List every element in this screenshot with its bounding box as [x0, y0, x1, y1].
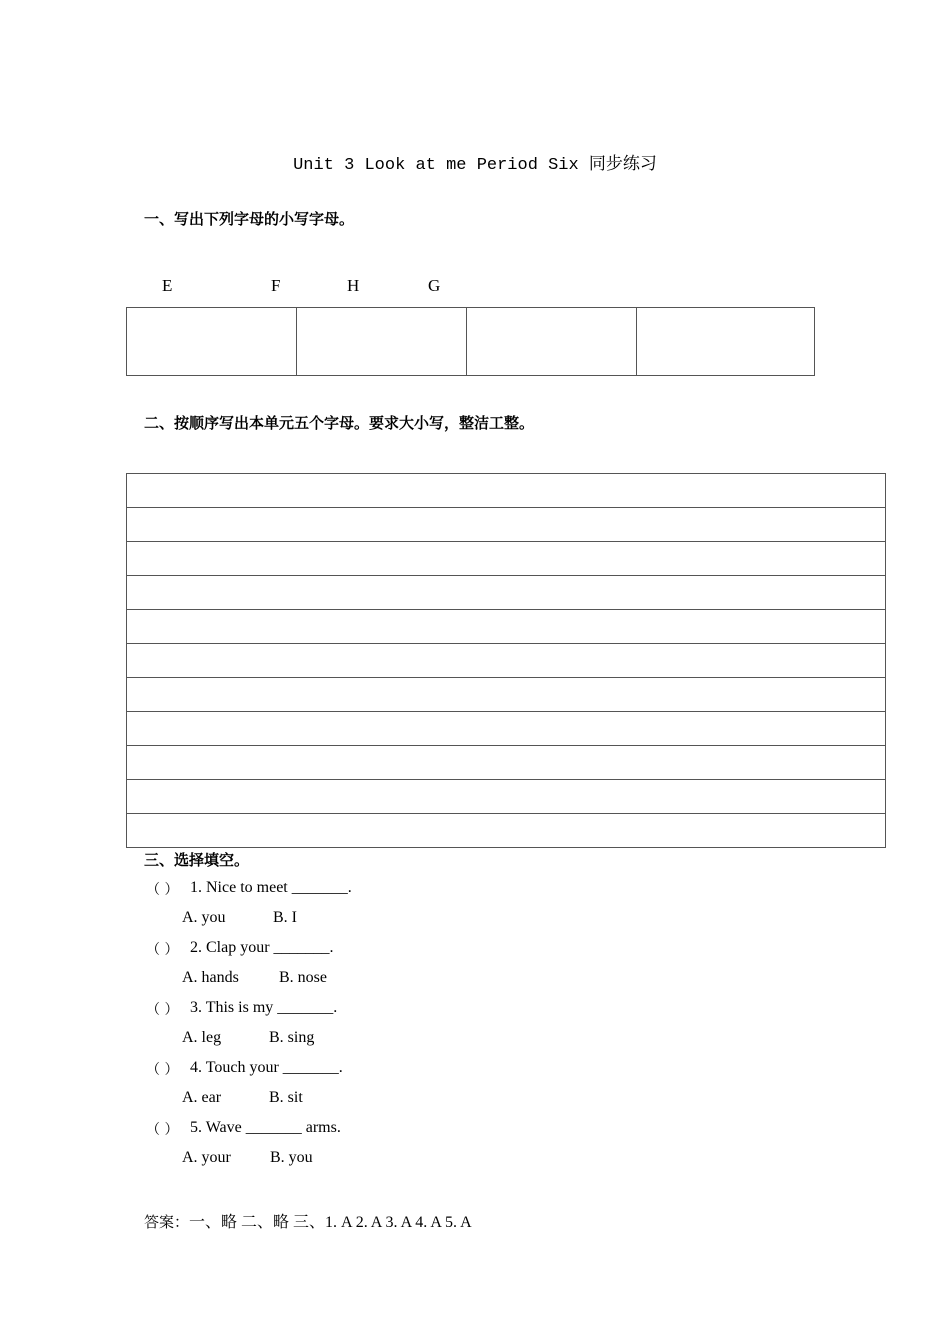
section2-heading: 二、按顺序写出本单元五个字母。要求大小写，整洁工整。 — [144, 414, 535, 432]
writing-line[interactable] — [126, 474, 886, 508]
writing-line[interactable] — [126, 780, 886, 814]
writing-line[interactable] — [126, 508, 886, 542]
answer-paren[interactable]: （ ） — [146, 942, 179, 958]
answer-text: 一、略 二、略 三、1. A 2. A 3. A 4. A 5. A — [189, 1214, 472, 1231]
option-a: A. ear — [182, 1089, 222, 1106]
answer-key — [144, 1209, 472, 1232]
option-b: B. sit — [269, 1089, 303, 1106]
section1-heading: 一、写出下列字母的小写字母。 — [144, 210, 355, 228]
writing-line[interactable] — [126, 576, 886, 610]
option-b: B. sing — [269, 1029, 315, 1046]
section3-heading: 三、选择填空。 — [144, 851, 250, 869]
letter-e: E — [162, 276, 173, 295]
option-b: B. I — [273, 909, 297, 926]
question-2: 2. Clap your _______. — [190, 939, 334, 956]
answer-box[interactable] — [297, 308, 467, 376]
writing-line[interactable] — [126, 542, 886, 576]
writing-line[interactable] — [126, 746, 886, 780]
letter-h: H — [347, 276, 360, 295]
answer-boxes — [126, 307, 815, 376]
option-a: A. leg — [182, 1029, 222, 1046]
letter-f: F — [271, 276, 281, 295]
writing-line[interactable] — [126, 712, 886, 746]
question-1: 1. Nice to meet _______. — [190, 879, 352, 896]
option-b: B. nose — [279, 969, 327, 986]
answer-box[interactable] — [127, 308, 297, 376]
answer-paren[interactable]: （ ） — [146, 1122, 179, 1138]
writing-line[interactable] — [126, 814, 886, 848]
writing-line[interactable] — [126, 610, 886, 644]
option-b: B. you — [270, 1149, 313, 1166]
writing-line[interactable] — [126, 644, 886, 678]
page-title: Unit 3 Look at me Period Six 同步练习 — [293, 156, 657, 175]
letter-g: G — [428, 276, 441, 295]
answer-box[interactable] — [637, 308, 815, 376]
writing-line[interactable] — [126, 678, 886, 712]
answer-paren[interactable]: （ ） — [146, 1062, 179, 1078]
question-3: 3. This is my _______. — [190, 999, 338, 1016]
question-5: 5. Wave _______ arms. — [190, 1119, 341, 1136]
answer-paren[interactable]: （ ） — [146, 1002, 179, 1018]
question-4: 4. Touch your _______. — [190, 1059, 343, 1076]
option-a: A. hands — [182, 969, 239, 986]
option-a: A. you — [182, 909, 226, 926]
answer-label: 答案： — [144, 1213, 190, 1231]
writing-lines — [126, 473, 886, 848]
option-a: A. your — [182, 1149, 231, 1166]
answer-paren[interactable]: （ ） — [146, 882, 179, 898]
answer-box[interactable] — [467, 308, 637, 376]
